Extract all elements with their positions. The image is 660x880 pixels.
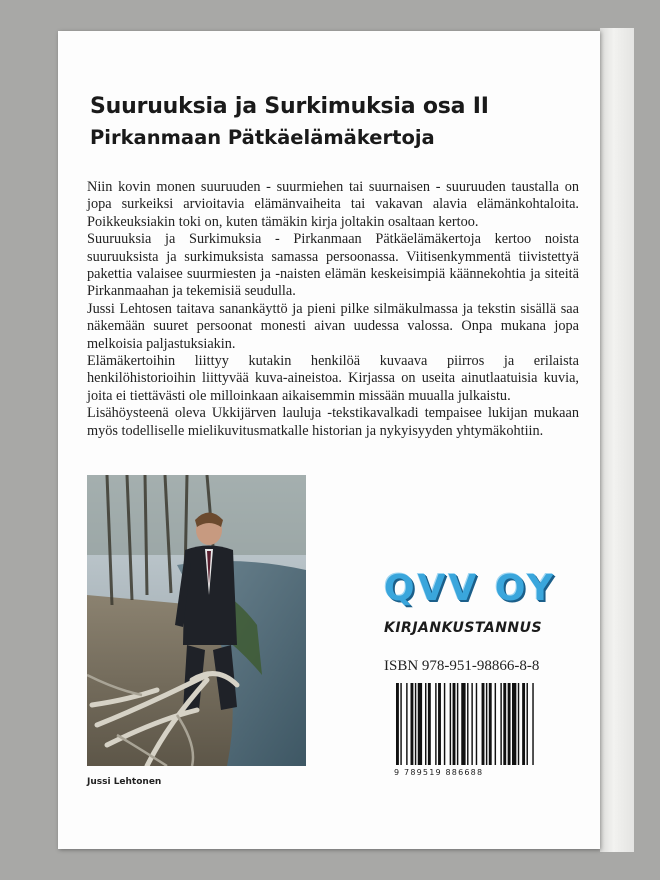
barcode-digits: 9 789519 886688 (394, 768, 484, 777)
barcode-bar (450, 683, 451, 765)
barcode-bar (522, 683, 525, 765)
blurb-paragraph: Jussi Lehtosen taitava sanankäyttö ja pieni pilke silmäkulmassa ja tekstin sisällä saa näkemään suuret persoonat monesti aivan uudessa valossa. Onpa mukana jopa melkoisia paljastuksiakin. (87, 300, 579, 352)
barcode-bar (415, 683, 416, 765)
photo-caption: Jussi Lehtonen (87, 777, 162, 787)
barcode-bar (503, 683, 506, 765)
barcode-bar (461, 683, 465, 765)
publisher-logo: QVV OY (384, 568, 557, 609)
barcode-bar (453, 683, 456, 765)
author-photo (87, 475, 306, 766)
barcode-bar (467, 683, 468, 765)
barcode-bar (482, 683, 485, 765)
barcode-bar (532, 683, 533, 765)
barcode-bar (425, 683, 426, 765)
barcode-bar (495, 683, 496, 765)
barcode-bar (428, 683, 431, 765)
book-title: Suuruuksia ja Surkimuksia osa II (90, 94, 489, 119)
barcode-bar (518, 683, 519, 765)
barcode-bar (476, 683, 477, 765)
blurb-paragraph: Niin kovin monen suuruuden - suurmiehen tai suurnaisen - suuruuden taustalla on jopa surkeiksi arvioitavia elämänvaiheita tai vakavan alavia elämänkohtaloita. Poikkeuksiakin toki on, kuten tämäkin kirja joltakin osaltaan kertoo. (87, 179, 579, 230)
isbn-label: ISBN 978-951-98866-8-8 (384, 658, 540, 674)
barcode-bar (444, 683, 445, 765)
barcode-bar (500, 683, 501, 765)
barcode-bar (400, 683, 401, 765)
barcode-bar (411, 683, 414, 765)
barcode-bar (418, 683, 422, 765)
blurb-paragraph: Elämäkertoihin liittyy kutakin henkilöä kuvaava piirros ja erilaista henkilöhistorioihin liittyvää kuva-aineistoa. Kirjassa on useita ainutlaatuisia kuvia, joita ei tiettävästi ole milloinkaan aikaisemmin missään muualla julkaistu. (87, 353, 579, 404)
publisher-subtitle: KIRJANKUSTANNUS (384, 620, 543, 636)
barcode-bar (435, 683, 436, 765)
barcode-bar (471, 683, 472, 765)
barcode-bar (486, 683, 487, 765)
blurb-text (87, 179, 579, 440)
barcode-bar (527, 683, 528, 765)
barcode-bar (512, 683, 516, 765)
barcode-bar (489, 683, 492, 765)
barcode-bar (406, 683, 407, 765)
isbn-barcode (394, 683, 580, 765)
barcode-bar (438, 683, 441, 765)
blurb-paragraph: Suuruuksia ja Surkimuksia - Pirkanmaan Pätkäelämäkertoja kertoo noista suuruuksista ja surkimuksista samassa persoonassa. Viitisenkymmentä tiivistettyä pakettia valaisee suurmiesten ja -naisten elämän keskeisimpiä käännekohtia ja siteitä Pirkanmaahan ja tekemisiä seudulla. (87, 231, 579, 300)
book-subtitle: Pirkanmaan Pätkäelämäkertoja (90, 126, 435, 149)
barcode-bar (396, 683, 399, 765)
barcode-bar (508, 683, 511, 765)
barcode-bar (457, 683, 458, 765)
book-spine-edge (600, 28, 634, 852)
blurb-paragraph: Lisähöysteenä oleva Ukkijärven lauluja -tekstikavalkadi tempaisee lukijan mukaan myös todelliselle mielikuvitusmatkalle historian ja nykyisyyden yhtymäkohtiin. (87, 405, 579, 439)
back-cover (58, 31, 600, 849)
